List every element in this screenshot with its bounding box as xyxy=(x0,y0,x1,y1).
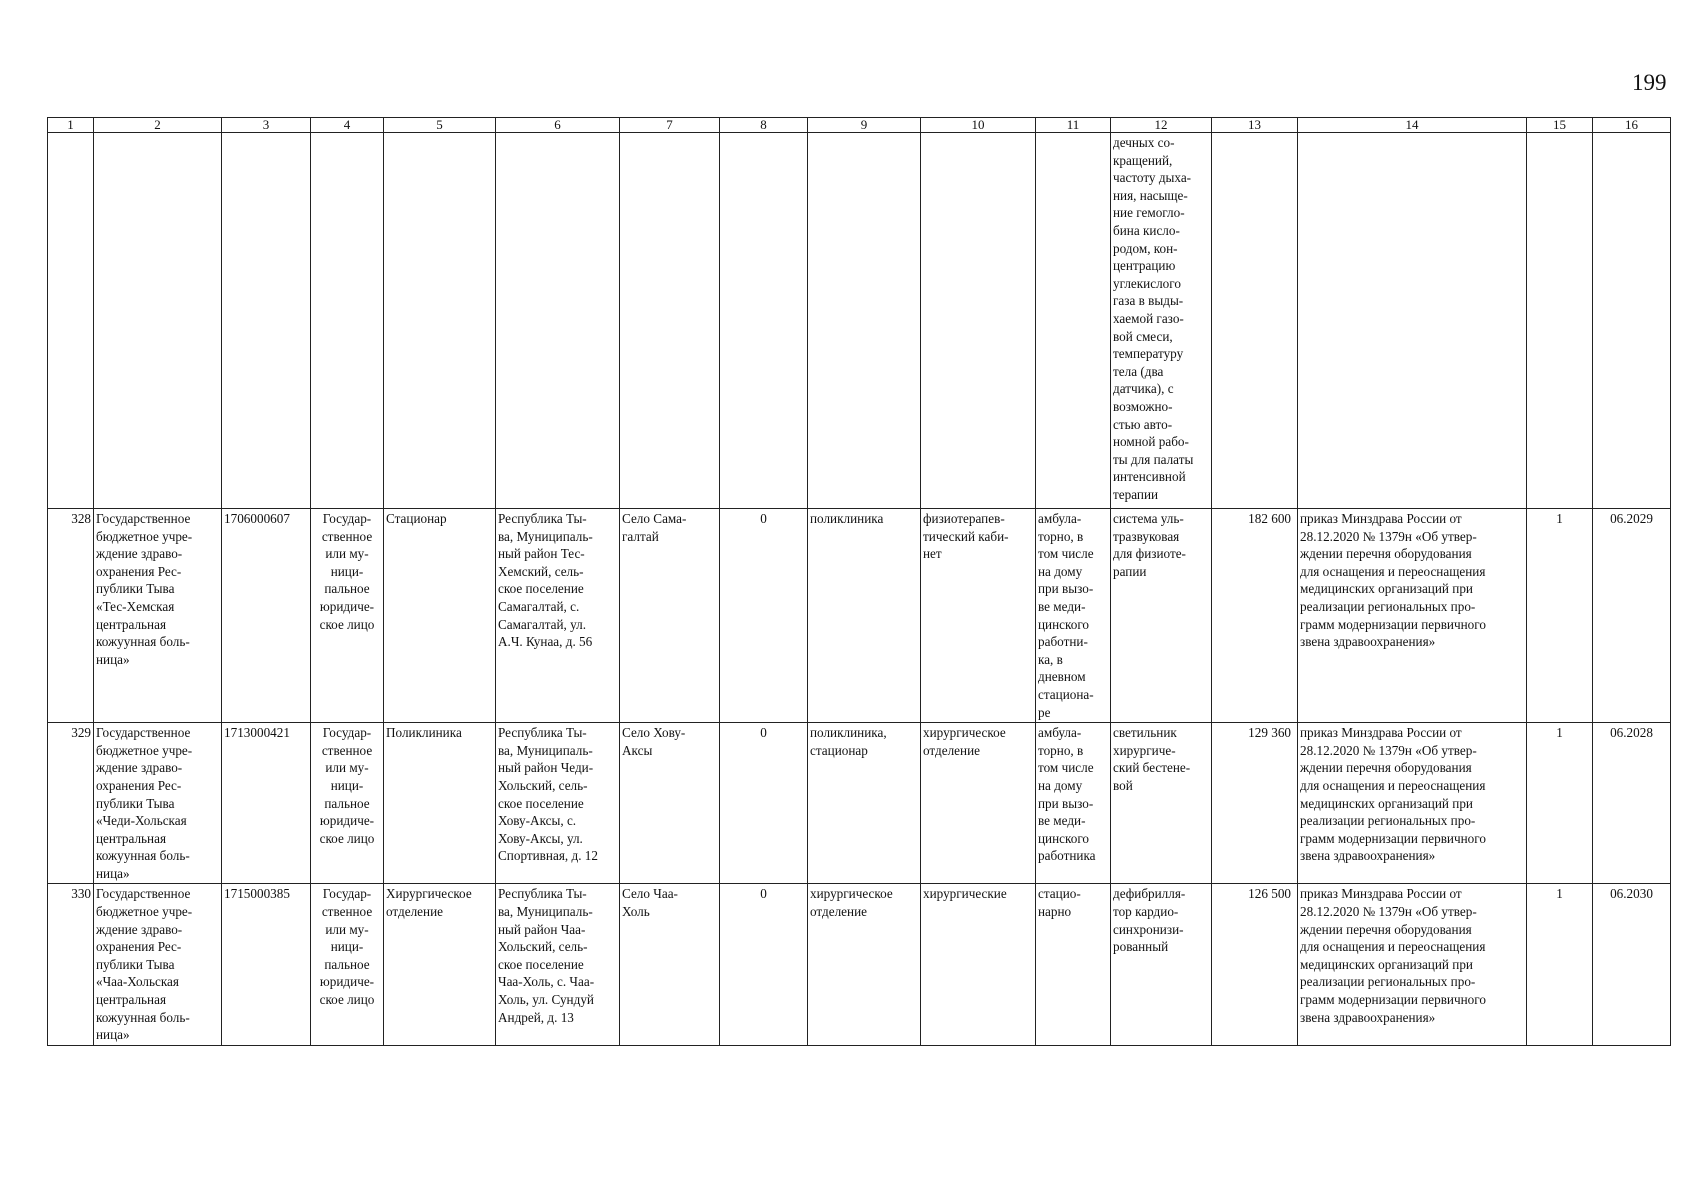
col8-value: 0 xyxy=(720,509,808,723)
col10-value: физиотерапев- тический каби- нет xyxy=(921,509,1036,723)
price-value: 126 500 xyxy=(1212,884,1298,1045)
organization-type: Государ- ственное или му- ници- пальное юридиче- ское лицо xyxy=(311,509,384,723)
quantity-value: 1 xyxy=(1527,884,1593,1045)
structural-unit: Хирургическое отделение xyxy=(384,884,496,1045)
address: Республика Ты- ва, Муниципаль- ный район Чаа- Хольский, сель- ское поселение Чаа-Холь, с. Чаа- Холь, ул. Сундуй Андрей, д. 13 xyxy=(496,884,620,1045)
organization-code: 1715000385 xyxy=(222,884,311,1045)
column-header: 5 xyxy=(384,118,496,133)
equipment-name: светильник хирургиче- ский бестене- вой xyxy=(1111,723,1212,884)
organization-name: Государственное бюджетное учре- ждение здраво- охранения Рес- публики Тыва «Чаа-Хольская центральная кожуунная боль- ница» xyxy=(94,884,222,1045)
table-row xyxy=(48,884,1671,1045)
date-value: 06.2029 xyxy=(1593,509,1671,723)
col8-value: 0 xyxy=(720,723,808,884)
organization-code: 1706000607 xyxy=(222,509,311,723)
date-value: 06.2030 xyxy=(1593,884,1671,1045)
table-row xyxy=(48,723,1671,884)
organization-type: Государ- ственное или му- ници- пальное юридиче- ское лицо xyxy=(311,723,384,884)
address: Республика Ты- ва, Муниципаль- ный район Чеди- Хольский, сель- ское поселение Хову-Аксы, с. Хову-Аксы, ул. Спортивная, д. 12 xyxy=(496,723,620,884)
col10-value: хирургические xyxy=(921,884,1036,1045)
column-header: 13 xyxy=(1212,118,1298,133)
organization-name: Государственное бюджетное учре- ждение здраво- охранения Рес- публики Тыва «Тес-Хемская центральная кожуунная боль- ница» xyxy=(94,509,222,723)
column-header: 7 xyxy=(620,118,720,133)
row-number: 330 xyxy=(48,884,94,1045)
column-header: 10 xyxy=(921,118,1036,133)
col11-value: стацио- нарно xyxy=(1036,884,1111,1045)
organization-name: Государственное бюджетное учре- ждение здраво- охранения Рес- публики Тыва «Чеди-Хольская центральная кожуунная боль- ница» xyxy=(94,723,222,884)
page-number: 199 xyxy=(1632,70,1667,95)
price-value: 129 360 xyxy=(1212,723,1298,884)
col9-value: поликлиника xyxy=(808,509,921,723)
col11-value: амбула- торно, в том числе на дому при вызо- ве меди- цинского работника xyxy=(1036,723,1111,884)
regulation-reference: приказ Минздрава России от 28.12.2020 № 1379н «Об утвер- ждении перечня оборудования для оснащения и переоснащения медицинских организаций при реализации региональных про- грамм модернизации первичного звена здравоохранения» xyxy=(1298,509,1527,723)
column-header: 9 xyxy=(808,118,921,133)
organization-type: Государ- ственное или му- ници- пальное юридиче- ское лицо xyxy=(311,884,384,1045)
column-header: 15 xyxy=(1527,118,1593,133)
column-header: 11 xyxy=(1036,118,1111,133)
price-value: 182 600 xyxy=(1212,509,1298,723)
settlement: Село Хову- Аксы xyxy=(620,723,720,884)
column-header: 6 xyxy=(496,118,620,133)
settlement: Село Чаа- Холь xyxy=(620,884,720,1045)
col8-value: 0 xyxy=(720,884,808,1045)
column-header: 4 xyxy=(311,118,384,133)
column-header: 2 xyxy=(94,118,222,133)
row-number: 328 xyxy=(48,509,94,723)
settlement: Село Сама- галтай xyxy=(620,509,720,723)
col10-value: хирургическое отделение xyxy=(921,723,1036,884)
date-value: 06.2028 xyxy=(1593,723,1671,884)
column-header: 12 xyxy=(1111,118,1212,133)
column-header: 8 xyxy=(720,118,808,133)
column-header: 16 xyxy=(1593,118,1671,133)
col9-value: поликлиника, стационар xyxy=(808,723,921,884)
regulation-reference: приказ Минздрава России от 28.12.2020 № 1379н «Об утвер- ждении перечня оборудования для оснащения и переоснащения медицинских организаций при реализации региональных про- грамм модернизации первичного звена здравоохранения» xyxy=(1298,723,1527,884)
quantity-value: 1 xyxy=(1527,723,1593,884)
address: Республика Ты- ва, Муниципаль- ный район Тес- Хемский, сель- ское поселение Самагалтай, с. Самагалтай, ул. А.Ч. Кунаа, д. 56 xyxy=(496,509,620,723)
col11-value: амбула- торно, в том числе на дому при вызо- ве меди- цинского работни- ка, в дневном стациона- ре xyxy=(1036,509,1111,723)
col9-value: хирургическое отделение xyxy=(808,884,921,1045)
equipment-name: система уль- тразвуковая для физиоте- рапии xyxy=(1111,509,1212,723)
column-number-row xyxy=(48,118,1671,133)
equipment-description-continuation: дечных со- кращений, частоту дыха- ния, насыще- ние гемогло- бина кисло- родом, кон- центрацию углекислого газа в выды- хаемой газо- вой смеси, температуру тела (два датчика), с возможно- стью авто- номной рабо- ты для палаты интенсивной терапии xyxy=(1111,133,1212,509)
column-header: 1 xyxy=(48,118,94,133)
continuation-row xyxy=(48,133,1671,509)
regulation-reference: приказ Минздрава России от 28.12.2020 № 1379н «Об утвер- ждении перечня оборудования для оснащения и переоснащения медицинских организаций при реализации региональных про- грамм модернизации первичного звена здравоохранения» xyxy=(1298,884,1527,1045)
structural-unit: Стационар xyxy=(384,509,496,723)
structural-unit: Поликлиника xyxy=(384,723,496,884)
row-number: 329 xyxy=(48,723,94,884)
table-row xyxy=(48,509,1671,723)
quantity-value: 1 xyxy=(1527,509,1593,723)
equipment-name: дефибрилля- тор кардио- синхронизи- рованный xyxy=(1111,884,1212,1045)
column-header: 3 xyxy=(222,118,311,133)
column-header: 14 xyxy=(1298,118,1527,133)
organization-code: 1713000421 xyxy=(222,723,311,884)
equipment-table xyxy=(47,117,1671,1046)
